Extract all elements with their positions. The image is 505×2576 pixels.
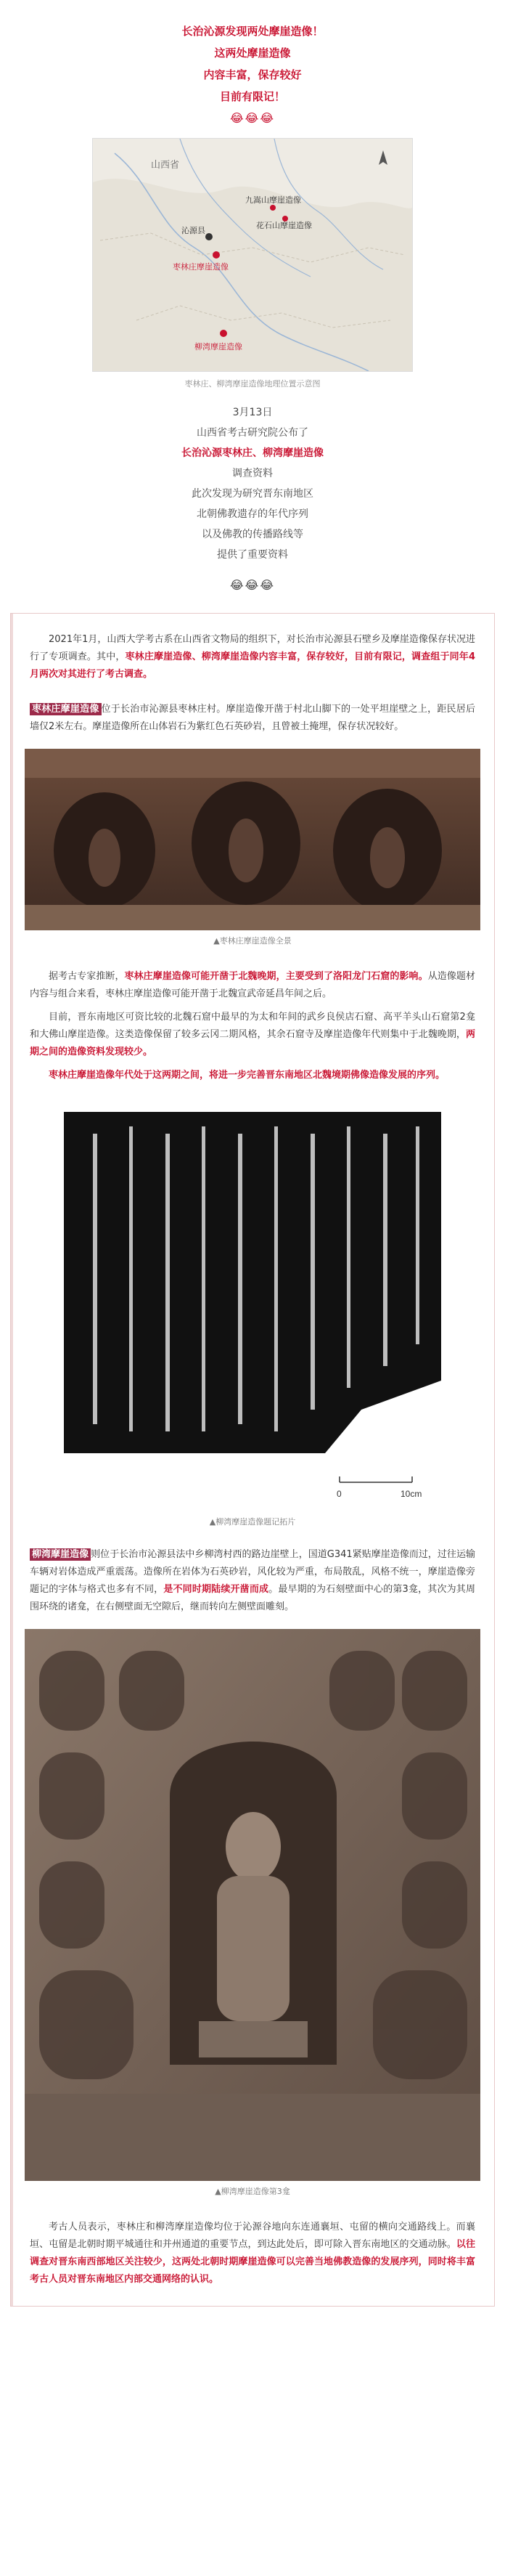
rubbing-scale-label: 10cm xyxy=(401,1489,422,1499)
map-label-qinyuan: 沁源县 xyxy=(181,227,205,235)
header-line-1: 长治沁源发现两处摩崖造像！ xyxy=(181,25,324,38)
liuwan-photo-block xyxy=(11,1629,494,2197)
intro-line-2: 山西省考古研究院公布了 xyxy=(197,427,308,439)
location-map xyxy=(92,138,413,372)
para-7 xyxy=(11,2219,494,2306)
marker-huashi xyxy=(282,216,288,222)
para-4-text: 目前，晋东南地区可资比较的北魏石窟中最早的为太和年间的武乡良侯店石窟、高平羊头山石窟第2龛和大佛山摩崖造像。这类造像保留了较多云冈二期风格，其余石窟寺及摩崖造像年代则集中于北魏晚期， xyxy=(30,1012,475,1040)
marker-jiuxian xyxy=(270,205,276,211)
zaolin-photo-caption: ▲枣林庄摩崖造像全景 xyxy=(213,936,292,946)
map-label-jiuxian: 九嵩山摩崖造像 xyxy=(245,196,301,205)
marker-zaolin xyxy=(213,251,220,259)
intro-line-6: 北朝佛教遗存的年代序列 xyxy=(197,508,308,520)
rubbing-scale-zero: 0 xyxy=(337,1489,342,1499)
intro-line-1: 3月13日 xyxy=(232,407,273,418)
header-line-4: 目前有限记！ xyxy=(219,90,285,103)
para-4-highlight: 两期之间的造像资料发现较少。 xyxy=(30,1029,475,1057)
para-3-text-c: 从造像题材内容与组合来看，枣林庄摩崖造像可能开凿于北魏宣武帝延昌年间之后。 xyxy=(30,971,475,999)
zaolin-photo-block xyxy=(11,749,494,946)
zaolin-panorama-image xyxy=(25,749,480,930)
para-4 xyxy=(11,1009,494,1061)
para-1-text: 2021年1月，山西大学考古系在山西省文物局的组织下，对长治市沁源县石壁乡及摩崖造像保存状况进行了专项调查。其中， xyxy=(30,634,475,662)
inscription-rubbing-image xyxy=(49,1105,456,1511)
intro-line-7: 以及佛教的传播路线等 xyxy=(202,529,303,540)
para-6 xyxy=(11,1546,494,1616)
article-box-bar xyxy=(11,614,13,2306)
header-line-3: 内容丰富，保存较好 xyxy=(203,68,302,81)
map-graphic xyxy=(93,139,412,371)
para-5: 枣林庄摩崖造像年代处于这两期之间，将进一步完善晋东南地区北魏境期佛像造像发展的序列。 xyxy=(49,1070,446,1081)
para-1-highlight: 枣林庄摩崖造像、柳湾摩崖造像内容丰富，保存较好，目前有限记，调查组于同年4月两次对其进行了考古调查。 xyxy=(30,651,475,680)
para-2 xyxy=(11,701,494,736)
para-3-highlight: 枣林庄摩崖造像可能开凿于北魏晚期，主要受到了洛阳龙门石窟的影响。 xyxy=(124,971,428,982)
map-label-liuwan: 柳湾摩崖造像 xyxy=(194,343,242,352)
liuwan-niche-image xyxy=(25,1629,480,2181)
article-box xyxy=(10,613,495,2307)
map-caption: 枣林庄、柳湾摩崖造像地理位置示意图 xyxy=(184,379,321,389)
para-3-text-a: 据考古专家推断， xyxy=(49,971,125,982)
map-label-huashi: 花石山摩崖造像 xyxy=(256,222,312,230)
header-emoji: 😂😂😂 xyxy=(229,111,276,125)
para-3 xyxy=(11,968,494,1003)
intro-block xyxy=(0,402,505,596)
liuwan-photo-caption: ▲柳湾摩崖造像第3龛 xyxy=(215,2187,290,2196)
intro-line-3: 长治沁源枣林庄、柳湾摩崖造像 xyxy=(181,447,324,459)
para-2-text: 位于长治市沁源县枣林庄村。摩崖造像开凿于村北山脚下的一处平坦崖壁之上，距民居后墙仅2米左右。摩崖造像所在山体岩石为紫红色石英砂岩，且曾被土掩埋，保存状况较好。 xyxy=(30,704,475,732)
para-6-text-c: 。最早期的为石刻壁面中心的第3龛，其次为其周围环绕的诸龛，在右侧壁面无空隙后，继而转向左侧壁面雕刻。 xyxy=(30,1584,475,1612)
para-7-text: 考古人员表示，枣林庄和柳湾摩崖造像均位于沁源谷地向东连通襄垣、屯留的横向交通路线上。而襄垣、屯留是北朝时期平城通往和并州通道的重要节点，到达此处后，即可除入晋东南地区的交通动脉。 xyxy=(30,2222,475,2250)
intro-emoji: 😂😂😂 xyxy=(229,578,276,592)
rubbing-block xyxy=(11,1105,494,1527)
intro-line-8: 提供了重要资料 xyxy=(217,549,288,561)
intro-line-5: 此次发现为研究晋东南地区 xyxy=(192,488,313,500)
map-label-shanxi: 山西省 xyxy=(151,159,180,170)
para-6-text-a: 则位于长治市沁源县法中乡柳湾村西的路边崖壁上，国道G341紧贴摩崖造像而过，过往运输车辆对岩体造成严重震荡。造像所在岩体为石英砂岩，风化较为严重，布局散乱，风格不统一，摩崖造像旁题记的字体与格式也多有不同， xyxy=(30,1549,475,1595)
zaolin-tag: 枣林庄摩崖造像 xyxy=(30,703,102,715)
marker-liuwan xyxy=(220,330,227,337)
map-label-zaolin: 枣林庄摩崖造像 xyxy=(173,263,229,272)
header-block xyxy=(0,0,505,129)
para-7-highlight: 以往调查对晋东南西部地区关注较少，这两处北朝时期摩崖造像可以完善当地佛教造像的发展序列，同时将丰富考古人员对晋东南地区内部交通网络的认识。 xyxy=(30,2239,475,2285)
intro-line-4: 调查资料 xyxy=(232,468,273,479)
liuwan-tag: 柳湾摩崖造像 xyxy=(30,1548,91,1561)
marker-qinyuan xyxy=(205,233,213,240)
para-1 xyxy=(11,614,494,683)
rubbing-caption: ▲柳湾摩崖造像题记拓片 xyxy=(209,1517,296,1527)
para-6-highlight: 是不同时期陆续开凿而成 xyxy=(163,1584,269,1595)
header-line-2: 这两处摩崖造像 xyxy=(214,46,291,60)
